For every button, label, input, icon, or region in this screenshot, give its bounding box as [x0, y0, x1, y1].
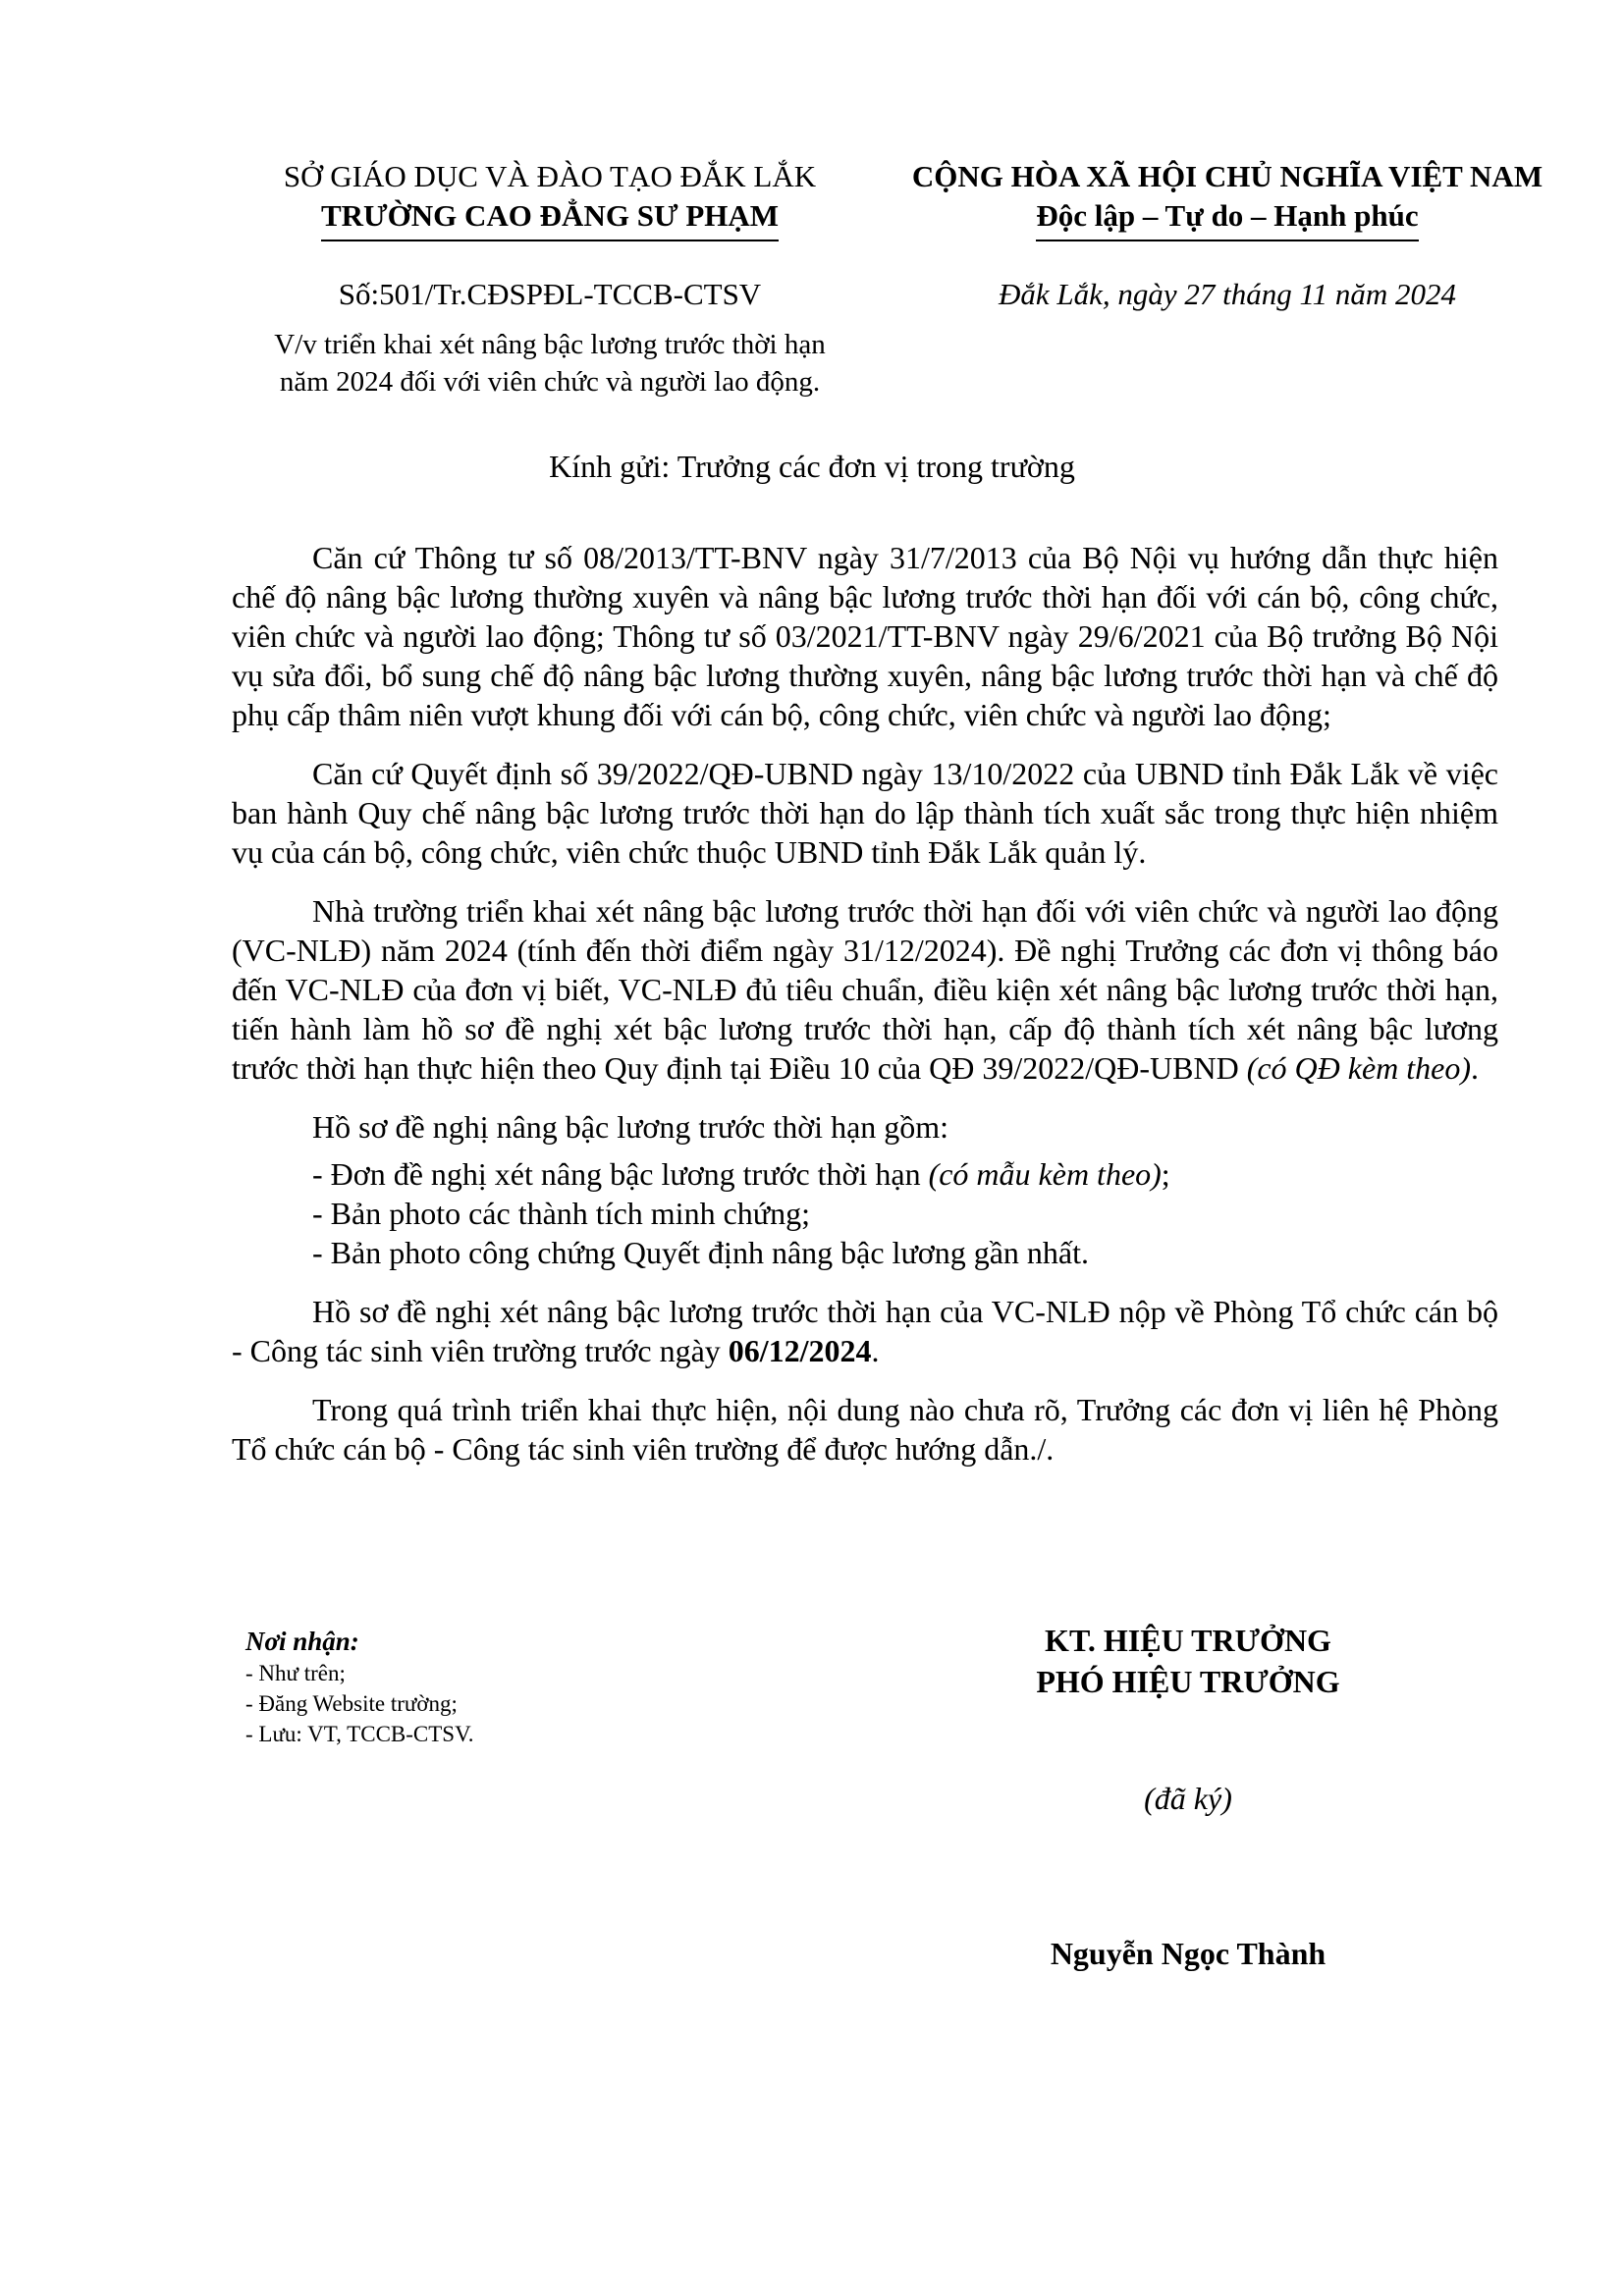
recipient-item: - Như trên;: [245, 1661, 346, 1685]
signer-title-2: PHÓ HIỆU TRƯỞNG: [1036, 1664, 1340, 1699]
list-item-1-note: (có mẫu kèm theo): [928, 1156, 1162, 1192]
nation-motto: Độc lập – Tự do – Hạnh phúc: [1036, 196, 1418, 241]
subject-line1: V/v triển khai xét nâng bậc lương trước thời hạn: [274, 329, 826, 360]
paragraph-3-end: .: [1471, 1050, 1480, 1086]
list-item-1-end: ;: [1161, 1156, 1170, 1192]
paragraph-1: Căn cứ Thông tư số 08/2013/TT-BNV ngày 31/7/2013 của Bộ Nội vụ hướng dẫn thực hiện chế độ nâng bậc lương thường xuyên và nâng bậc lương trước thời hạn đối với cán bộ, công chức, viên chức và người lao động; Thông tư số 03/2021/TT-BNV ngày 29/6/2021 của Bộ trưởng Bộ Nội vụ sửa đổi, bổ sung chế độ nâng bậc lương thường xuyên, nâng bậc lương trước thời hạn và chế độ phụ cấp thâm niên vượt khung đối với cán bộ, công chức, viên chức và người lao động;: [232, 540, 1498, 732]
paragraph-3-text: Nhà trường triển khai xét nâng bậc lương trước thời hạn đối với viên chức và người lao động (VC-NLĐ) năm 2024 (tính đến thời điểm ngày 31/12/2024). Đề nghị Trưởng các đơn vị thông báo đến VC-NLĐ của đơn vị biết, VC-NLĐ đủ tiêu chuẩn, điều kiện xét nâng bậc lương trước thời hạn, tiến hành làm hồ sơ đề nghị xét bậc lương trước thời hạn, cấp độ thành tích xét nâng bậc lương trước thời hạn thực hiện theo Quy định tại Điều 10 của QĐ 39/2022/QĐ-UBND: [232, 893, 1498, 1086]
nation-line1: CỘNG HÒA XÃ HỘI CHỦ NGHĨA VIỆT NAM: [911, 159, 1543, 193]
paragraph-5-text: Hồ sơ đề nghị xét nâng bậc lương trước thời hạn của VC-NLĐ nộp về Phòng Tổ chức cán bộ - Công tác sinh viên trường trước ngày: [232, 1294, 1498, 1368]
recipients-block: [232, 1625, 821, 1749]
paragraph-4: Hồ sơ đề nghị nâng bậc lương trước thời hạn gồm:: [312, 1109, 949, 1145]
agency-line1: SỞ GIÁO DỤC VÀ ĐÀO TẠO ĐẮK LẮK: [283, 159, 817, 193]
document-body: [232, 538, 1498, 1488]
document-subject: [226, 326, 874, 400]
signed-note: (đã ký): [1144, 1781, 1232, 1816]
signer-name: Nguyễn Ngọc Thành: [1050, 1936, 1326, 1971]
salutation: Kính gửi: Trưởng các đơn vị trong trường: [549, 449, 1075, 484]
list-item-2: - Bản photo các thành tích minh chứng;: [312, 1196, 810, 1231]
signature-block: [943, 1620, 1434, 1973]
document-date: Đắk Lắk, ngày 27 tháng 11 năm 2024: [998, 277, 1457, 311]
paragraph-3: [232, 891, 1498, 1088]
agency-header: [226, 157, 874, 241]
paragraph-6: Trong quá trình triển khai thực hiện, nội dung nào chưa rõ, Trưởng các đơn vị liên hệ Phòng Tổ chức cán bộ - Công tác sinh viên trường để được hướng dẫn./.: [232, 1392, 1498, 1467]
subject-line2: năm 2024 đối với viên chức và người lao động.: [279, 366, 821, 398]
recipient-item: - Đăng Website trường;: [245, 1691, 458, 1716]
list-item-1: [312, 1154, 1498, 1194]
deadline-date: 06/12/2024: [728, 1333, 872, 1368]
paragraph-2: Căn cứ Quyết định số 39/2022/QĐ-UBND ngày 13/10/2022 của UBND tỉnh Đắk Lắk về việc ban hành Quy chế nâng bậc lương trước thời hạn do lập thành tích xuất sắc trong thực hiện nhiệm vụ của cán bộ, công chức, viên chức thuộc UBND tỉnh Đắk Lắk quản lý.: [232, 756, 1498, 870]
recipient-item: - Lưu: VT, TCCB-CTSV.: [245, 1722, 474, 1746]
national-header: [884, 157, 1571, 241]
list-item-3: - Bản photo công chứng Quyết định nâng bậc lương gần nhất.: [312, 1235, 1089, 1270]
paragraph-5-end: .: [871, 1333, 880, 1368]
agency-line2: TRƯỜNG CAO ĐẲNG SƯ PHẠM: [321, 196, 779, 241]
recipients-title: Nơi nhận:: [245, 1627, 359, 1656]
signer-title-1: KT. HIỆU TRƯỞNG: [1045, 1623, 1331, 1658]
paragraph-5: [232, 1292, 1498, 1370]
document-number: Số:501/Tr.CĐSPĐL-TCCB-CTSV: [338, 277, 762, 311]
paragraph-3-note: (có QĐ kèm theo): [1246, 1050, 1472, 1086]
list-item-1-text: - Đơn đề nghị xét nâng bậc lương trước thời hạn: [312, 1156, 929, 1192]
